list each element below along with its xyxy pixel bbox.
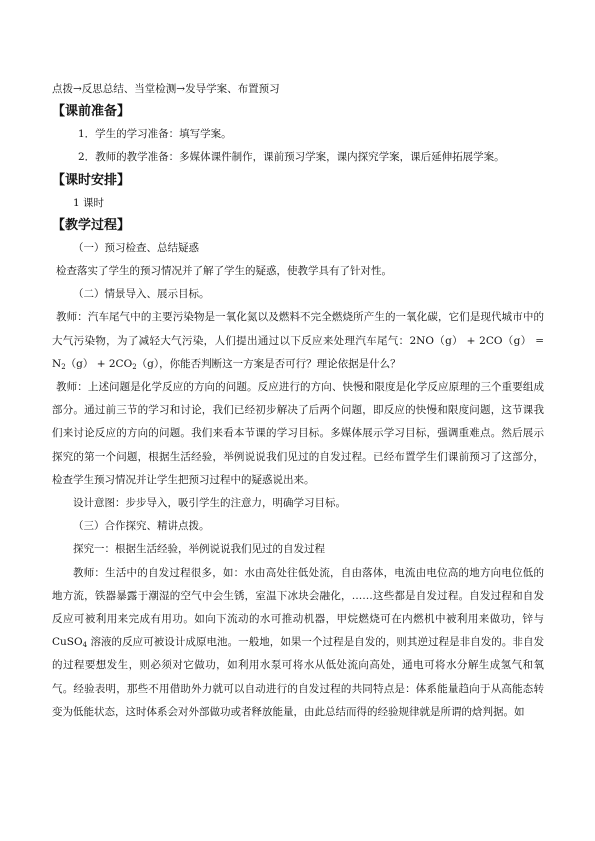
section-2-paragraph-2: 教师：上述问题是化学反应的方向的问题。反应进行的方向、快慢和限度是化学反应原理的三个重要组成部分。通过前三节的学习和讨论，我们已经初步解决了后两个问题，即反应的快慢和限度问题，这节课我们来讨论反应的方向的问题。我们来看本节课的学习目标。多媒体展示学习目标，强调重难点。然后展示探究的第一个问题，根据生活经验，举例说说我们见过的自发过程。已经布置学生们课前预习了这部分，检查学生预习情况并让学生把预习过程中的疑惑说出来。 (52, 381, 544, 486)
section-1-title: （一）预习检查、总结疑惑 (73, 241, 199, 254)
section-2-paragraph-1 (52, 306, 544, 376)
schedule-text: 1 课时 (73, 196, 105, 209)
section-2-title: （二）情景导入、展示目标。 (73, 288, 210, 301)
prep-item-1: 1．学生的学习准备：填写学案。 (78, 128, 232, 141)
s2-p1-subscript-1: 2 (61, 362, 66, 371)
section-3-title: （三）合作探究、精讲点拨。 (73, 520, 210, 533)
s2-p1-text-a: 教师：汽车尾气中的主要污染物是一氧化氮以及燃料不完全燃烧所产生的一氧化碳，它们是现代城市中的大气污染物，为了减轻大气污染，人们提出通过以下反应来处理汽车尾气：2NO（g） + 2CO（g） = N (52, 311, 544, 370)
section-2-design-intent: 设计意图：步步导入，吸引学生的注意力，明确学习目标。 (73, 497, 346, 510)
section-3-paragraph-1 (52, 562, 544, 724)
s3-p1-text-a: 教师：生活中的自发过程很多，如：水由高处往低处流，自由落体，电流由电位高的地方向电位低的地方流，铁器暴露于潮湿的空气中会生锈，室温下冰块会融化，……这些都是自发过程。自发过程和自发反应可被利用来完成有用功。如向下流动的水可推动机器，甲烷燃烧可在内燃机中被利用来做功，锌与 CuSO (52, 566, 544, 649)
s3-p1-subscript: 4 (82, 641, 88, 650)
section-3-inquiry-1: 探究一：根据生活经验，举例说说我们见过的自发过程 (73, 543, 325, 556)
section-1-body: 检查落实了学生的预习情况并了解了学生的疑惑，使教学具有了针对性。 (56, 265, 392, 278)
teaching-flow-line: 点拨→反思总结、当堂检测→发导学案、布置预习 (52, 83, 280, 95)
s2-p1-text-b: （g） + 2CO (65, 357, 133, 370)
s2-p1-text-c: （g），你能否判断这一方案是否可行？理论依据是什么？ (136, 357, 401, 370)
heading-process: 【教学过程】 (52, 217, 131, 233)
heading-preparation: 【课前准备】 (52, 104, 131, 120)
prep-item-2: 2．教师的教学准备：多媒体课件制作，课前预习学案，课内探究学案，课后延伸拓展学案。 (78, 151, 505, 164)
s3-p1-text-b: 溶液的反应可被设计成原电池。一般地，如果一个过程是自发的，则其逆过程是非自发的。非自发的过程要想发生，则必须对它做功，如利用水泵可将水从低处流向高处，通电可将水分解生成氢气和氧气。经验表明，那些不用借助外力就可以自动进行的自发过程的共同特点是：体系能量趋向于从高能态转变为低能状态，这时体系会对外部做功或者释放能量，由此总结而得的经验规律就是所谓的焓判据。如 (52, 636, 544, 718)
page-content (52, 78, 544, 724)
heading-schedule: 【课时安排】 (52, 172, 131, 188)
s2-p1-subscript-2: 2 (132, 362, 137, 371)
